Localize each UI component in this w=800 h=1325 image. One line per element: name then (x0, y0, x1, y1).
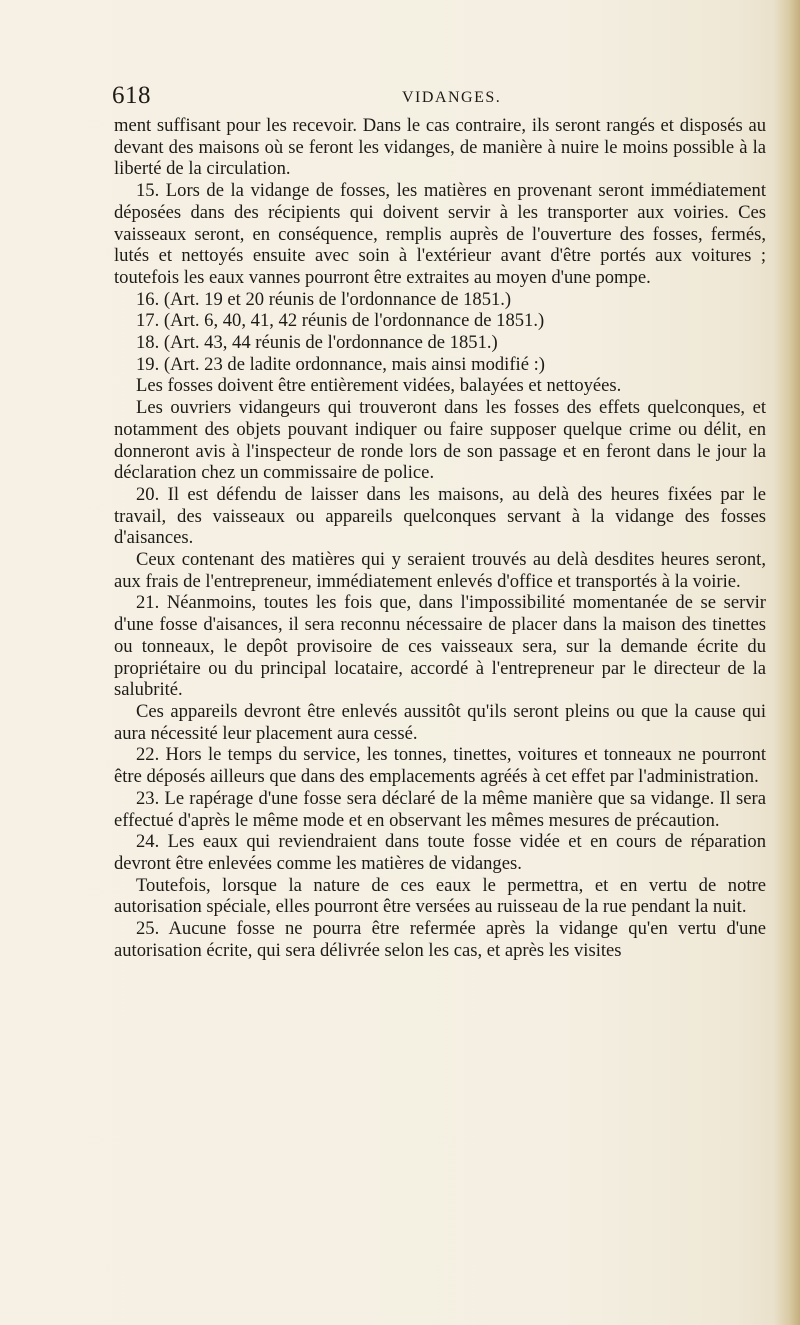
paragraph-article-23: 23. Le rapérage d'une fosse sera déclaré de la même manière que sa vidange. Il sera effectué d'après le même mode et en observant les mêmes mesures de précaution. (114, 787, 766, 831)
paragraph-article-21: 21. Néanmoins, toutes les fois que, dans l'impossibilité momentanée de se servir d'une fosse d'aisances, il sera reconnu nécessaire de placer dans la maison des tinettes ou tonneaux, le depôt provisoire de ces vaisseaux sera, sur la demande écrite du propriétaire ou du principal locataire, accordé à l'entrepreneur par le directeur de la salubrité. (114, 592, 766, 701)
paragraph-article-18: 18. (Art. 43, 44 réunis de l'ordonnance de 1851.) (136, 332, 498, 354)
paragraph-article-24: 24. Les eaux qui reviendraient dans toute fosse vidée et en cours de réparation devront être enlevées comme les matières de vidanges. (114, 831, 766, 874)
running-title: VIDANGES. (402, 89, 502, 106)
paragraph-article-15: 15. Lors de la vidange de fosses, les matières en provenant seront immédiatement déposées dans des récipients qui doivent servir à les transporter aux voiries. Ces vaisseaux seront, en conséquence, remplis auprès de l'ouverture des fosses, fermés, lutés et nettoyés ensuite avec soin à l'extérieur avant d'être portés aux voitures ; toutefois les eaux vannes pourront être extraites au moyen d'une pompe. (114, 180, 766, 288)
paragraph-article-21-a: Ces appareils devront être enlevés aussitôt qu'ils seront pleins ou que la cause qui aura nécessité leur placement aura cessé. (114, 700, 766, 744)
paragraph-article-25: 25. Aucune fosse ne pourra être refermée après la vidange qu'en vertu d'une autorisation écrite, qui sera délivrée selon les cas, et après les visites (114, 918, 766, 961)
paragraph-continuation: ment suffisant pour les recevoir. Dans le cas contraire, ils seront rangés et disposés au devant des maisons où se feront les vidanges, de manière à nuire le moins possible à la liberté de la circulation. (114, 115, 766, 180)
body-text (114, 115, 766, 961)
paragraph-article-19-b: Les ouvriers vidangeurs qui trouveront dans les fosses des effets quelconques, et notamment des objets pouvant indiquer ou faire supposer quelque crime ou délit, en donneront avis à l'inspecteur de ronde lors de son passage et en feront dans le jour la déclaration chez un commissaire de police. (114, 397, 766, 484)
paragraph-article-24-a: Toutefois, lorsque la nature de ces eaux le permettra, et en vertu de notre autorisation spéciale, elles pourront être versées au ruisseau de la rue pendant la nuit. (114, 874, 766, 918)
paragraph-article-20-a: Ceux contenant des matières qui y seraient trouvés au delà desdites heures seront, aux frais de l'entrepreneur, immédiatement enlevés d'office et transportés à la voirie. (114, 549, 766, 592)
page-header (112, 82, 732, 112)
paragraph-article-19: 19. (Art. 23 de ladite ordonnance, mais ainsi modifié :) (136, 353, 545, 375)
page-number: 618 (112, 82, 151, 109)
paragraph-article-20: 20. Il est défendu de laisser dans les maisons, au delà des heures fixées par le travail, des vaisseaux ou appareils quelconques servant à la vidange des fosses d'aisances. (114, 483, 766, 549)
page-edge (774, 0, 800, 1325)
paragraph-article-22: 22. Hors le temps du service, les tonnes, tinettes, voitures et tonneaux ne pourront être déposés ailleurs que dans des emplacements agréés à cet effet par l'administration. (114, 744, 766, 788)
paragraph-article-17: 17. (Art. 6, 40, 41, 42 réunis de l'ordonnance de 1851.) (136, 310, 545, 332)
paragraph-article-16: 16. (Art. 19 et 20 réunis de l'ordonnance de 1851.) (136, 288, 512, 310)
paragraph-article-19-a: Les fosses doivent être entièrement vidées, balayées et nettoyées. (136, 375, 622, 397)
